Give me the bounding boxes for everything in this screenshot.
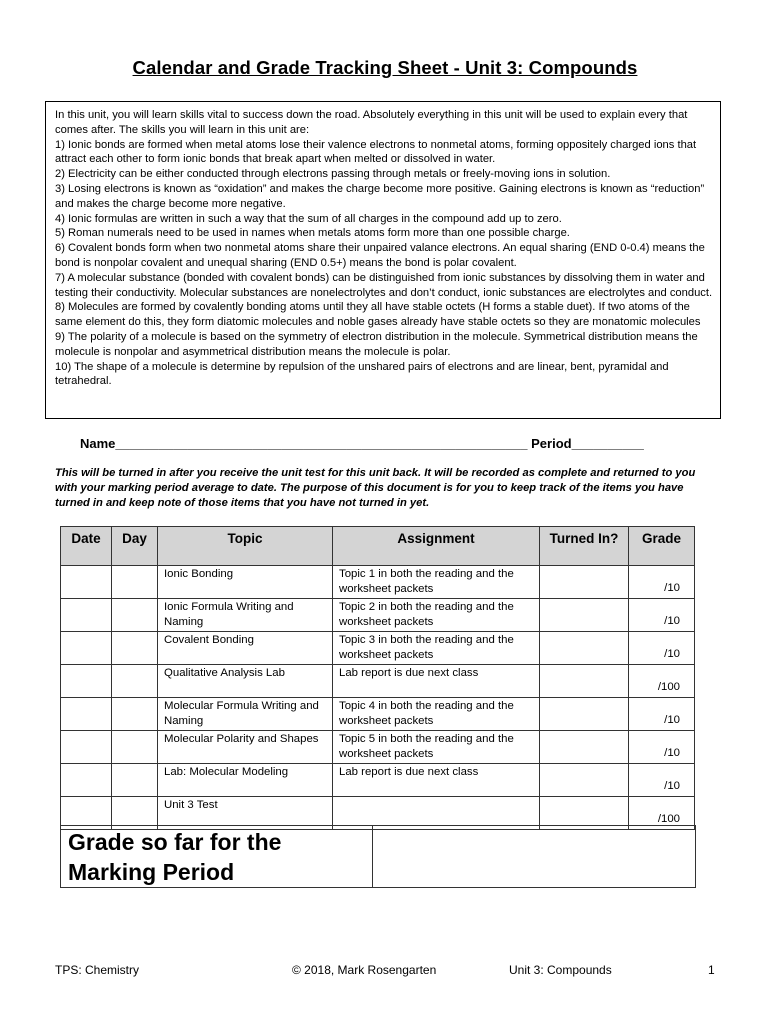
name-period-line[interactable]: Name_________________________________________________________ Period__________ <box>80 436 644 451</box>
grade-so-far-label: Grade so far for the Marking Period <box>61 826 373 887</box>
assignment-cell: Lab report is due next class <box>333 764 540 797</box>
footer-copyright: © 2018, Mark Rosengarten <box>292 963 437 977</box>
skill-item: 6) Covalent bonds form when two nonmetal atoms share their unpaired valance electrons. An equal sharing (END 0-0.4) means the bond is nonpolar covalent and unequal sharing (END 0.5+) means the bond is polar covalent. <box>55 242 705 269</box>
table-row <box>61 632 695 665</box>
skill-item: 9) The polarity of a molecule is based on the symmetry of electron distribution in the molecule. Symmetrical distribution means the molecule is nonpolar and asymmetrical distribution means the molecule is polar. <box>55 330 698 358</box>
footer-unit: Unit 3: Compounds <box>509 963 612 977</box>
date-cell[interactable] <box>61 566 112 599</box>
assignment-cell: Lab report is due next class <box>333 665 540 698</box>
date-cell[interactable] <box>61 599 112 632</box>
topic-cell: Unit 3 Test <box>158 797 333 830</box>
header-day: Day <box>112 527 158 566</box>
day-cell[interactable] <box>112 698 158 731</box>
footer-page-number: 1 <box>708 963 715 977</box>
header-turned-in: Turned In? <box>540 527 629 566</box>
grade-cell[interactable]: /100 <box>629 665 695 698</box>
table-header-row <box>61 527 695 566</box>
day-cell[interactable] <box>112 632 158 665</box>
table-row <box>61 599 695 632</box>
grade-cell[interactable]: /100 <box>629 797 695 830</box>
topic-cell: Molecular Formula Writing and Naming <box>158 698 333 731</box>
table-row <box>61 665 695 698</box>
footer-course: TPS: Chemistry <box>55 963 140 977</box>
skill-item: 3) Losing electrons is known as “oxidation” and makes the charge become more positive. Gaining electrons is known as “reduction” and makes the charge become more negative. <box>55 182 705 210</box>
grade-cell[interactable]: /10 <box>629 632 695 665</box>
turned-in-cell[interactable] <box>540 599 629 632</box>
skill-item: 7) A molecular substance (bonded with covalent bonds) can be distinguished from ionic substances by dissolving them in water and testing their conductivity. Molecular substances are nonelectrolytes and don’t conduct, ionic substances are electrolytes and conduct. <box>55 271 713 299</box>
skill-item: 5) Roman numerals need to be used in names when metals atoms form more than one possible charge. <box>55 227 570 240</box>
intro-paragraph: In this unit, you will learn skills vital to success down the road. Absolutely everything in this unit will be used to explain every that comes after. The skills you will learn in this unit are: <box>55 109 688 136</box>
day-cell[interactable] <box>112 599 158 632</box>
day-cell[interactable] <box>112 566 158 599</box>
skill-item: 1) Ionic bonds are formed when metal atoms lose their valence electrons to nonmetal atoms, forming oppositely charged ions that attract each other to form ionic bonds that break apart when melted or dissolved in water. <box>55 138 697 166</box>
assignment-table <box>60 526 695 830</box>
topic-cell: Lab: Molecular Modeling <box>158 764 333 797</box>
skill-item: 4) Ionic formulas are written in such a way that the sum of all charges in the compound add up to zero. <box>55 212 562 225</box>
turned-in-cell[interactable] <box>540 698 629 731</box>
date-cell[interactable] <box>61 731 112 764</box>
grade-so-far-field[interactable] <box>373 826 695 887</box>
date-cell[interactable] <box>61 665 112 698</box>
grade-so-far-box <box>60 825 696 888</box>
assignment-cell: Topic 4 in both the reading and the worksheet packets <box>333 698 540 731</box>
skill-item: 2) Electricity can be either conducted through electrons passing through metals or freely-moving ions in solution. <box>55 168 611 181</box>
topic-cell: Qualitative Analysis Lab <box>158 665 333 698</box>
table-row <box>61 566 695 599</box>
assignment-cell: Topic 3 in both the reading and the worksheet packets <box>333 632 540 665</box>
skill-item: 10) The shape of a molecule is determine by repulsion of the unshared pairs of electrons and are linear, bent, pyramidal and tetrahedral. <box>55 360 669 388</box>
turned-in-cell[interactable] <box>540 764 629 797</box>
topic-cell: Ionic Formula Writing and Naming <box>158 599 333 632</box>
turned-in-cell[interactable] <box>540 731 629 764</box>
page-title: Calendar and Grade Tracking Sheet - Unit 3: Compounds <box>132 57 638 78</box>
grade-cell[interactable]: /10 <box>629 731 695 764</box>
grade-cell[interactable]: /10 <box>629 566 695 599</box>
date-cell[interactable] <box>61 698 112 731</box>
table-row <box>61 764 695 797</box>
turned-in-cell[interactable] <box>540 566 629 599</box>
topic-cell: Ionic Bonding <box>158 566 333 599</box>
header-assignment: Assignment <box>333 527 540 566</box>
header-date: Date <box>61 527 112 566</box>
instructions-text: This will be turned in after you receive the unit test for this unit back. It will be recorded as complete and returned to you with your marking period average to date. The purpose of this document is for you to keep track of the items you have turned in and keep note of those items that you have not turned in yet. <box>55 467 696 510</box>
topic-cell: Molecular Polarity and Shapes <box>158 731 333 764</box>
grade-cell[interactable]: /10 <box>629 599 695 632</box>
turned-in-cell[interactable] <box>540 632 629 665</box>
assignment-cell: Topic 5 in both the reading and the worksheet packets <box>333 731 540 764</box>
date-cell[interactable] <box>61 764 112 797</box>
grade-cell[interactable]: /10 <box>629 764 695 797</box>
day-cell[interactable] <box>112 665 158 698</box>
assignment-cell: Topic 2 in both the reading and the worksheet packets <box>333 599 540 632</box>
day-cell[interactable] <box>112 731 158 764</box>
unit-skills-box <box>45 101 721 419</box>
header-grade: Grade <box>629 527 695 566</box>
day-cell[interactable] <box>112 764 158 797</box>
table-row <box>61 698 695 731</box>
turned-in-cell[interactable] <box>540 665 629 698</box>
date-cell[interactable] <box>61 632 112 665</box>
skill-item: 8) Molecules are formed by covalently bonding atoms until they all have stable octets (H forms a stable duet). If two atoms of the same element do this, they form diatomic molecules and noble gases already have stable octets so they are monatomic molecules <box>55 301 701 329</box>
assignment-cell: Topic 1 in both the reading and the worksheet packets <box>333 566 540 599</box>
topic-cell: Covalent Bonding <box>158 632 333 665</box>
header-topic: Topic <box>158 527 333 566</box>
grade-cell[interactable]: /10 <box>629 698 695 731</box>
table-row <box>61 731 695 764</box>
